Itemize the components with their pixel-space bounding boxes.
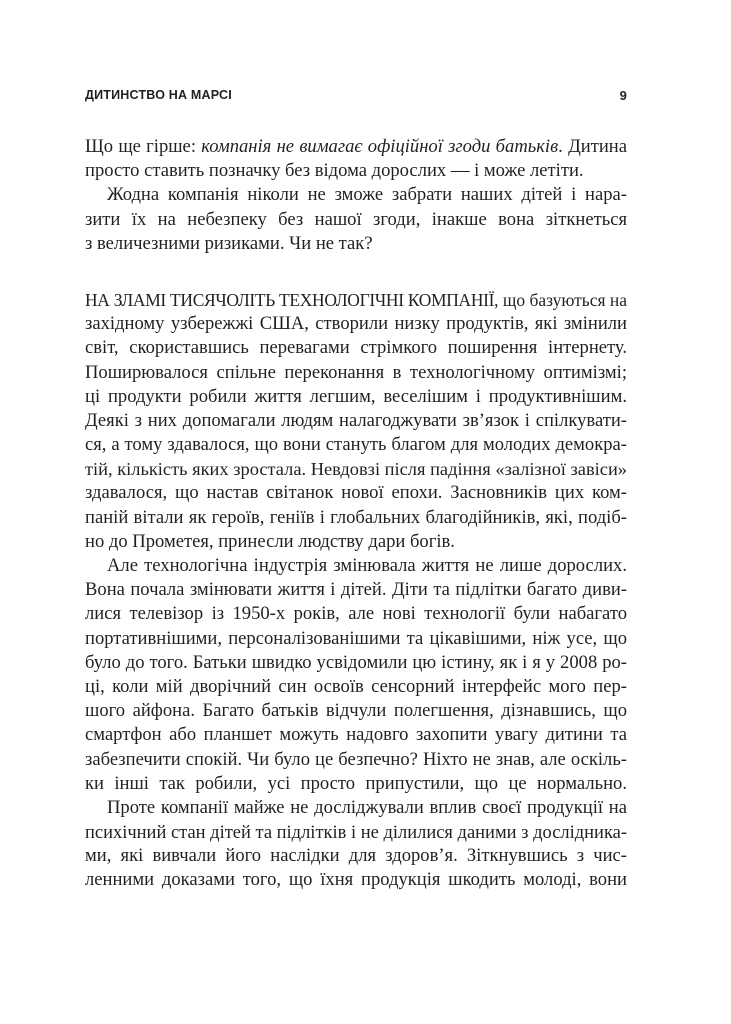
- section-lead-caps: НА ЗЛАМІ ТИСЯЧОЛІТЬ ТЕХНОЛОГІЧНІ КОМПАНІЇ: [85, 289, 495, 310]
- running-header: [85, 88, 627, 106]
- text-line: зити їх на небезпеку без нашої згоди, інакше вона зіткнеться: [85, 208, 627, 230]
- text-line: Жодна компанія ніколи не зможе забрати наших дітей і нара-: [107, 184, 627, 206]
- text-line: західному узбережжі США, створили низку продуктів, які змінили: [85, 313, 627, 335]
- text-line: Вона почала змінювати життя і дітей. Діти та підлітки багато диви-: [85, 579, 627, 601]
- paragraph: [85, 135, 627, 183]
- text-line: портативнішими, персоналізованішими та цікавішими, ніж усе, що: [85, 627, 627, 649]
- text-line: ленними доказами того, що їхня продукція шкодить молоді, вони: [85, 869, 627, 891]
- paragraph: [85, 796, 627, 893]
- text-line: [85, 135, 627, 159]
- text-line: Поширювалося спільне переконання в технологічному оптимізмі;: [85, 361, 627, 383]
- text-line: тій, кількість яких зростала. Невдовзі після падіння «залізної завіси»: [85, 459, 627, 480]
- text-line: шого айфона. Багато батьків відчули полегшення, дізнавшись, що: [85, 700, 627, 722]
- text-run: Що ще гірше:: [85, 136, 202, 157]
- text-line: забезпечити спокій. Чи було це безпечно? Ніхто не знав, але оскіль-: [85, 748, 627, 770]
- text-line: лися телевізор із 1950-х років, але нові технології були набагато: [85, 603, 627, 625]
- section-break: [85, 256, 627, 288]
- text-line: смартфон або планшет можуть надовго захопити увагу дитини та: [85, 724, 627, 746]
- text-line: ці продукти робили життя легшим, веселішим і продуктивнішим.: [85, 385, 627, 407]
- text-run: , що базуються на: [494, 289, 628, 310]
- text-line: Але технологічна індустрія змінювала життя не лише дорослих.: [107, 555, 627, 576]
- text-line: ці, коли мій дворічний син освоїв сенсорний інтерфейс мого пер-: [85, 675, 627, 697]
- text-line: Деякі з них допомагали людям налагоджувати зв’язок і спілкувати-: [85, 409, 627, 431]
- page-number: 9: [619, 88, 627, 103]
- page-body: [85, 135, 627, 893]
- paragraph: [85, 183, 627, 256]
- text-line: світ, скориставшись перевагами стрімкого поширення інтернету.: [85, 337, 627, 359]
- text-line: з величезними ризиками. Чи не так?: [85, 232, 373, 254]
- text-line: ся, а тому здавалося, що вони стануть благом для молодих демокра-: [85, 434, 627, 456]
- text-line: ки інші так робили, усі просто припустили, що це нормально.: [85, 772, 627, 794]
- text-line: Проте компанії майже не досліджували вплив своєї продукції на: [107, 796, 627, 818]
- paragraph: [85, 554, 627, 796]
- text-run: . Дитина: [558, 136, 627, 157]
- text-line: було до того. Батьки швидко усвідомили цю істину, як і я у 2008 ро-: [85, 651, 627, 673]
- paragraph: [85, 288, 627, 554]
- italic-emphasis: компанія не вимагає офіційної згоди батьків: [201, 136, 559, 157]
- text-line: здавалося, що настав світанок нової епохи. Засновників цих ком-: [85, 482, 627, 504]
- text-line: ми, які вивчали його наслідки для здоров’я. Зіткнувшись з чис-: [85, 845, 627, 867]
- text-line: но до Прометея, принесли людству дари богів.: [85, 530, 455, 552]
- text-line: [85, 288, 627, 312]
- text-line: психічний стан дітей та підлітків і не ділилися даними з дослідника-: [85, 822, 628, 843]
- text-line: просто ставить позначку без відома дорослих — і може летіти.: [85, 160, 584, 182]
- running-title: ДИТИНСТВО НА МАРСІ: [85, 88, 232, 102]
- text-line: паній вітали як героїв, геніїв і глобальних благодійників, які, подіб-: [85, 506, 627, 528]
